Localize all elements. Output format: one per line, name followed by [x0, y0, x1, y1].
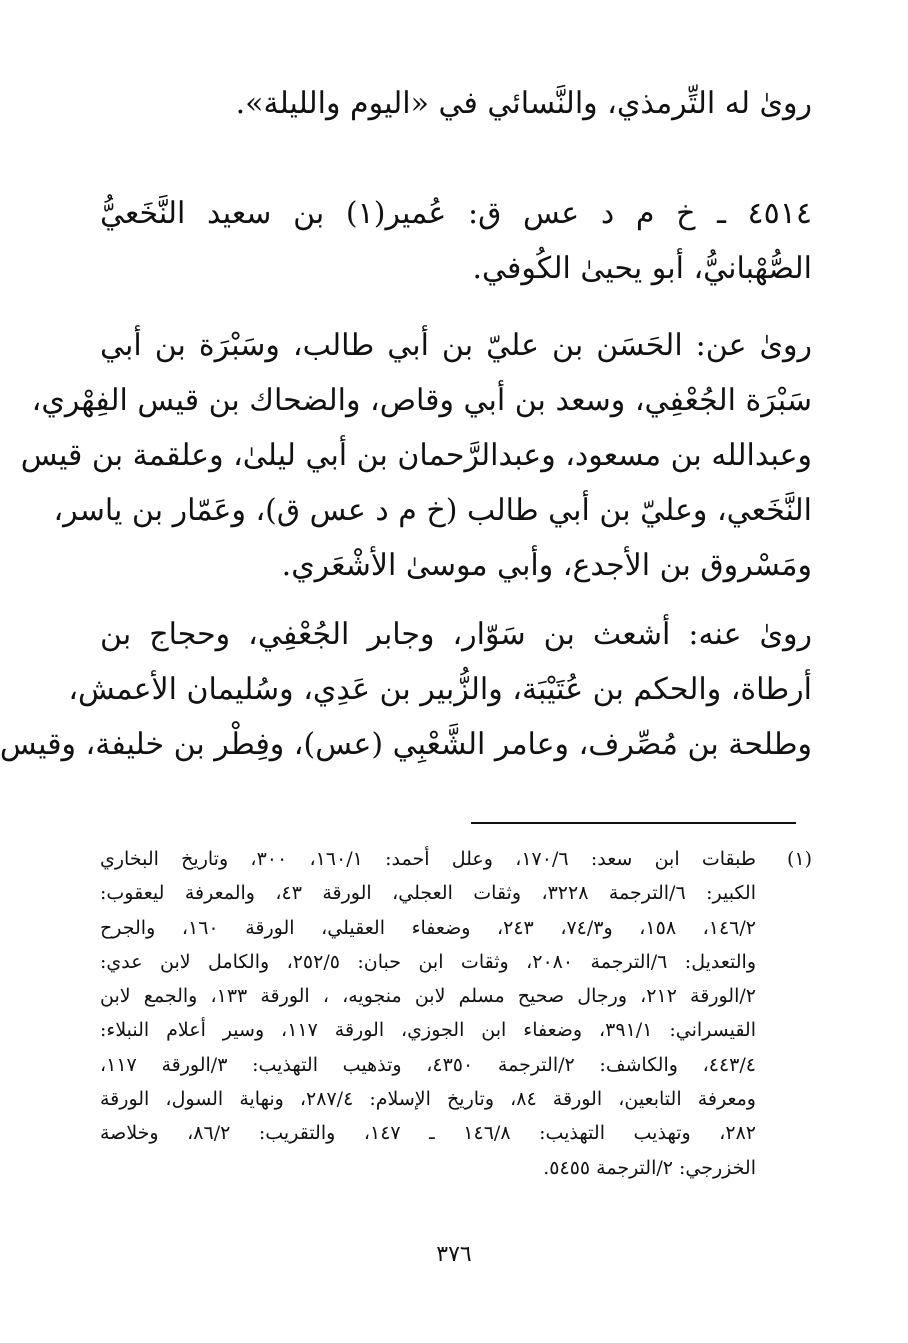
footnote-line: ٢٨٢، وتهذيب التهذيب: ١٤٦/٨ ـ ١٤٧، والتقريب: ٨٦/٢، وخلاصة	[100, 1122, 756, 1145]
text-line: سَبْرَة الجُعْفِي، وسعد بن أبي وقاص، والضحاك بن قيس الفِهْري،	[31, 383, 812, 418]
text-line: روىٰ عن: الحَسَن بن عليّ بن أبي طالب، وسَبْرَة بن أبي	[100, 328, 812, 363]
footnote-line: ١٤٦/٢، ١٥٨، و٧٤/٣، ٢٤٣، وضعفاء العقيلي، الورقة ١٦٠، والجرح	[100, 916, 756, 939]
entry-line-2: الصُّهْبانيُّ، أبو يحيىٰ الكُوفي.	[472, 251, 812, 286]
footnote-body	[100, 842, 756, 1185]
text-line: وطلحة بن مُصِّرف، وعامر الشَّعْبِي (عس)، وفِطْر بن خليفة، وقيس	[0, 727, 812, 762]
footnote-line: ومعرفة التابعين، الورقة ٨٤، وتاريخ الإسلام: ٢٨٧/٤، ونهاية السول، الورقة	[100, 1088, 756, 1111]
entry-line-1: ٤٥١٤ ـ خ م د عس ق: عُمير(١) بن سعيد النَّخَعيُّ	[100, 196, 812, 231]
narrated-by-paragraph	[0, 607, 812, 772]
footnote-divider	[471, 822, 796, 824]
footnote-line: ٤٤٣/٤، والكاشف: ٢/الترجمة ٤٣٥٠، وتذهيب التهذيب: ٣/الورقة ١١٧،	[100, 1053, 756, 1076]
footnote-line: والتعديل: ٦/الترجمة ٢٠٨٠، وثقات ابن حبان: ٢٥٢/٥، والكامل لابن عدي:	[100, 950, 756, 973]
text-line: النَّخَعي، وعليّ بن أبي طالب (خ م د عس ق)، وعَمّار بن ياسر،	[53, 493, 812, 528]
text-line: وعبدالله بن مسعود، وعبدالرَّحمان بن أبي ليلىٰ، وعلقمة بن قيس	[20, 438, 812, 473]
page-number: ٣٧٦	[436, 1242, 472, 1267]
entry-heading	[100, 186, 812, 296]
footnote-line: القيسراني: ٣٩١/١، وضعفاء ابن الجوزي، الورقة ١١٧، وسير أعلام النبلاء:	[100, 1019, 756, 1042]
top-line	[100, 76, 812, 131]
footnote-line: طبقات ابن سعد: ١٧٠/٦، وعلل أحمد: ١٦٠/١، ٣٠٠، وتاريخ البخاري	[100, 848, 757, 870]
text-line: روىٰ له التِّرمذي، والنَّسائي في «اليوم والليلة».	[235, 86, 812, 121]
text-line: روىٰ عنه: أشعث بن سَوّار، وجابر الجُعْفِي، وحجاج بن	[100, 617, 812, 652]
footnote-number: (١)	[786, 848, 812, 870]
footnote-line: الكبير: ٦/الترجمة ٣٢٢٨، وثقات العجلي، الورقة ٤٣، والمعرفة ليعقوب:	[100, 882, 756, 905]
text-line: ومَسْروق بن الأجدع، وأبي موسىٰ الأشْعَري.	[281, 548, 812, 583]
footnote-line: ٢/الورقة ٢١٢، ورجال صحيح مسلم لابن منجويه، ، الورقة ١٣٣، والجمع لابن	[100, 985, 756, 1008]
text-line: أرطاة، والحكم بن عُتَيْبَة، والزُّبير بن عَدِي، وسُليمان الأعمش،	[68, 672, 812, 707]
footnote-line: الخزرجي: ٢/الترجمة ٥٤٥٥.	[543, 1156, 756, 1179]
narrated-from-paragraph	[20, 318, 812, 593]
